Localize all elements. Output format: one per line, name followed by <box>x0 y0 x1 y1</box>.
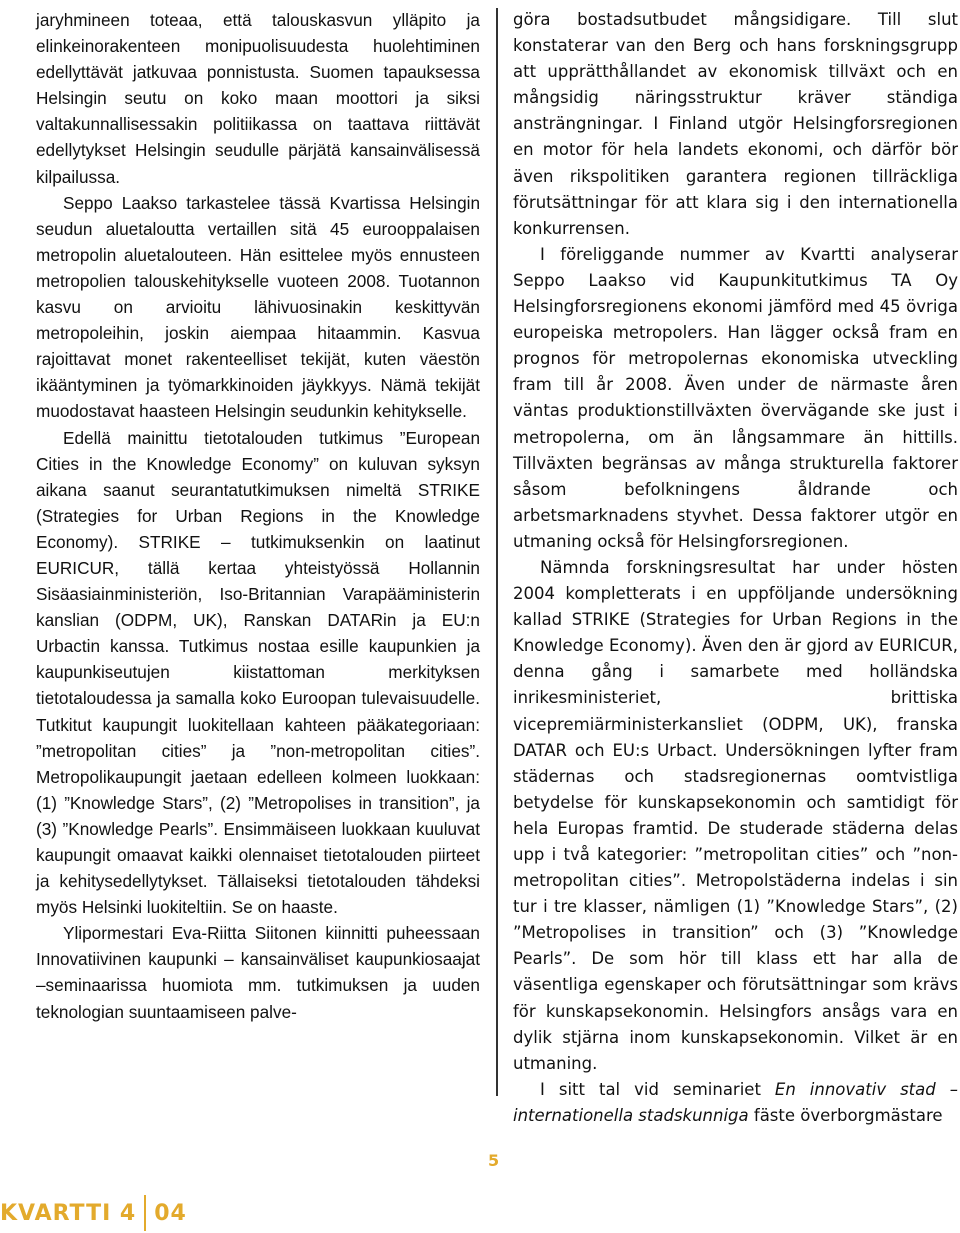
paragraph-fi-1: jaryhmineen toteaa, että talouskasvun ylläpito ja elinkeinorakenteen monipuolisuudesta huolehtiminen edellyttävät jatkuvaa ponnistusta. Suomen tapauksessa Helsingin seutu on koko maan moottori ja siksi valtakunnallisessakin politiikassa on taattava riittävät edellytykset Helsingin seudulle pärjätä kansainvälisessä kilpailussa. <box>36 10 480 187</box>
footer-divider <box>144 1195 146 1231</box>
column-divider <box>496 8 498 1096</box>
page-number: 5 <box>488 1151 500 1170</box>
paragraph-sv-3: Nämnda forskningsresultat har under hösten 2004 kompletterats i en uppföljande undersökning kallad STRIKE (Strategies for Urban Regions in the Knowledge Economy). Även den är gjord av EURICUR, denna gång i samarbete med holländska inrikesministeriet, brittiska vicepremiärministerkansliet (ODPM, UK), franska DATAR och EU:s Urbact. Undersökningen lyfter fram städernas och stadsregionernas oomtvistliga betydelse för kunskapsekonomin och samtidigt för hela Europas framtid. De studerade städerna delas upp i två kategorier: ”metropolitan cities” och ”non-metropolitan cities”. Metropolstäderna indelas i sin tur i tre klasser, nämligen (1) ”Knowledge Stars”, (2) ”Metropolises in transition” och (3) ”Knowledge Pearls”. De som hör till klass ett har alla de väsentliga egenskaper och förutsättningar som krävs för kunskapsekonomin. Helsingfors ansågs vara en dylik stjärna inom kunskapsekonomin. Vilket är en utmaning. <box>513 557 958 1073</box>
left-column-finnish <box>36 7 480 1025</box>
right-column-swedish <box>513 7 958 1129</box>
paragraph-sv-4-start: I sitt tal vid seminariet <box>540 1079 775 1099</box>
paragraph-fi-4: Ylipormestari Eva-Riitta Siitonen kiinnitti puheessaan Innovatiivinen kaupunki – kansainväliset kaupunkiosaajat –seminaarissa huomiota mm. tutkimuksen ja uuden teknologian suuntaamiseen palve- <box>36 923 480 1022</box>
paragraph-fi-3: Edellä mainittu tietotalouden tutkimus ”European Cities in the Knowledge Economy” on kuluvan syksyn aikana saanut seurantatutkimuksen nimeltä STRIKE (Strategies for Urban Regions in the Knowledge Economy). STRIKE – tutkimuksenkin on laatinut EURICUR, tällä kertaa yhteistyössä Hollannin Sisäasiainministeriön, Iso-Britannian Varapääministerin kanslian (ODPM, UK), Ranskan DATARin ja EU:n Urbactin kanssa. Tutkimus nostaa esille kaupunkien ja kaupunkiseutujen kiistattoman merkityksen tietotaloudessa ja samalla koko Euroopan tulevaisuudelle. Tutkitut kaupungit luokitellaan kahteen pääkategoriaan: ”metropolitan cities” ja ”non-metropolitan cities”. Metropolikaupungit jaetaan edelleen kolmeen luokkaan: (1) ”Knowledge Stars”, (2) ”Metropolises in transition”, ja (3) ”Knowledge Pearls”. Ensimmäiseen luokkaan kuuluvat kaupungit omaavat kaikki olennaiset tietotalouden piirteet ja kehitysedellytykset. Tällaiseksi tietotalouden tähdeksi myös Helsinki luokiteltiin. Se on haaste. <box>36 427 480 918</box>
paragraph-sv-1: göra bostadsutbudet mångsidigare. Till slut konstaterar van den Berg och hans forskningsgrupp att upprätthållandet av ekonomisk tillväxt och en mångsidig näringsstruktur kräver ständiga ansträngningar. I Finland utgör Helsingforsregionen en motor för hela landets ekonomi, och därför bör även rikspolitiken garantera regionen tillräckliga förutsättningar för att klara sig i den internationella konkurrensen. <box>513 10 958 238</box>
paragraph-sv-4-end: fäste överborgmästare <box>748 1105 943 1125</box>
issue-year: 04 <box>154 1200 187 1226</box>
publication-name: KVARTTI 4 <box>0 1200 137 1226</box>
paragraph-fi-2: Seppo Laakso tarkastelee tässä Kvartissa Helsingin seudun aluetaloutta vertaillen sitä 45 eurooppalaisen metropolin aluetalouteen. Hän esittelee myös ennusteen metropolien talouskehitykselle vuoteen 2008. Tuotannon kasvu on arvioitu lähivuosinakin keskittyvän metropoleihin, joskin aiempaa hitaammin. Kasvua rajoittavat monet rakenteelliset tekijät, kuten väestön ikääntyminen ja työmarkkinoiden jäykkyys. Nämä tekijät muodostavat haasteen Helsingin seudunkin kehitykselle. <box>36 192 480 422</box>
seminar-title: En innovativ stad – internationella stadskunniga <box>513 1079 958 1125</box>
paragraph-sv-2: I föreliggande nummer av Kvartti analyserar Seppo Laakso vid Kaupunkitutkimus TA Oy Helsingforsregionens ekonomi jämförd med 45 övriga europeiska metropolers. Han lägger också fram en prognos för metropolernas ekonomiska utveckling fram till år 2008. Även under de närmaste åren väntas produktionstillväxten övervägande ske just i metropolerna, om än långsammare än hittills. Tillväxten begränsas av många strukturella faktorer såsom befolkningens åldrande och arbetsmarknadens styvhet. Dessa faktorer utgör en utmaning också för Helsingforsregionen. <box>513 244 958 551</box>
paragraph-sv-4 <box>513 1077 958 1129</box>
footer-masthead <box>0 1195 187 1231</box>
